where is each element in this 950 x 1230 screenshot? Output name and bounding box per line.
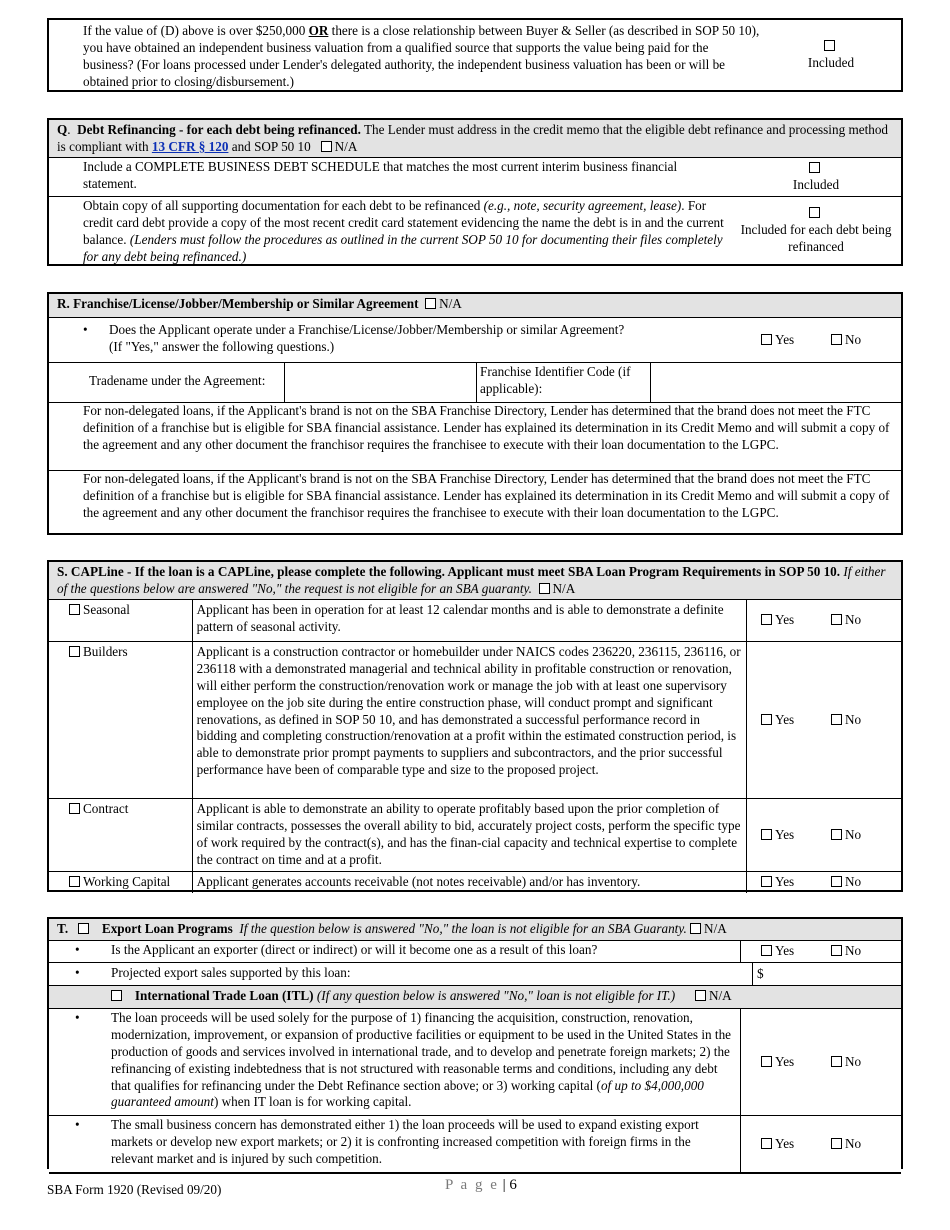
itl-competition-yes[interactable]: Yes [761,1136,831,1153]
itl-header: International Trade Loan (ITL) (If any question below is answered "No," loan is not eligible for IT.) N/A [49,986,901,1009]
itl-checkbox[interactable] [111,990,122,1001]
included-checkbox[interactable] [824,40,835,51]
valuation-included[interactable]: Included [761,20,901,90]
cfr-link[interactable]: 13 CFR § 120 [151,138,229,154]
capline-row-seasonal: Seasonal Applicant has been in operation for at least 12 calendar months and is able to demonstrate a definite pattern of seasonal activity. Yes No [49,600,901,642]
working-capital-checkbox[interactable] [69,876,80,887]
section-t-header: T. Export Loan Programs If the question below is answered "No," the loan is not eligible for an SBA Guaranty. N/A [49,919,901,941]
q-na-checkbox[interactable] [321,141,332,152]
tradename-input[interactable] [285,363,477,402]
export-sales-row: • Projected export sales supported by this loan: $ [49,963,901,986]
section-r-header: R. Franchise/License/Jobber/Membership or Similar Agreement N/A [49,294,901,318]
contract-no[interactable]: No [831,827,901,844]
export-sales-input[interactable]: $ [757,966,764,981]
t-na-checkbox[interactable] [690,923,701,934]
itl-na-checkbox[interactable] [695,990,706,1001]
section-t-block [47,917,903,1169]
itl-competition-row: • The small business concern has demonstrated either 1) the loan proceeds will be used to expand existing export markets or develop new export markets; or 2) it is confronting increased competition with foreign firms in the relevant market and is injured by such competition. Yes No [49,1116,901,1174]
section-r-block [47,292,903,535]
supporting-docs-row: Obtain copy of all supporting documentation for each debt to be refinanced (e.g., note, security agreement, lease). For credit card debt provide a copy of the most recent credit card statement evidencing the name the debt is in and the current balance. (Lenders must follow the procedures as outlined in the current SOP 50 10 for documenting their files completely for any debt being refinanced.) Included for each debt being refinanced [83,198,892,264]
capline-row-contract: Contract Applicant is able to demonstrate an ability to operate profitably based upon the prior completion of similar contracts, possesses the overall ability to bid, accurately project costs, perform the specific type of work required by the contract(s), and has the finan-cial capacity and technical expertise to complete the contract on time and at a profit. Yes No [49,799,901,872]
valuation-question: If the value of (D) above is over $250,000 OR there is a close relationship between Buyer & Seller (as described in SOP 50 10), you have obtained an independent business valuation from a qualified source that supports the value being paid for the business? (For loans processed under Lender's delegated authority, the independent business valuation has been or will be obtained prior to closing/disbursement.) [83,23,760,89]
non-delegated-para-2: For non-delegated loans, if the Applicant's brand is not on the SBA Franchise Directory, Lender has determined that the brand does not meet the FTC definition of a franchise but is eligible for SBA financial assistance. Lender has explained its determination in its Credit Memo and will submit a copy of the agreement and any other document the franchisor requires the franchisee to execute with their loan documentation to the LGPC. [83,471,890,520]
seasonal-checkbox[interactable] [69,604,80,615]
capline-row-working-capital: Working Capital Applicant generates accounts receivable (not notes receivable) and/or has inventory. Yes No [49,872,901,893]
debt-schedule-row: Include a COMPLETE BUSINESS DEBT SCHEDULE that matches the most current interim business financial statement. Included [49,158,901,197]
supporting-docs-checkbox[interactable] [809,207,820,218]
working-capital-no[interactable]: No [831,874,901,891]
export-loan-checkbox[interactable] [78,923,89,934]
builders-yes[interactable]: Yes [761,712,831,729]
itl-proceeds-no[interactable]: No [831,1054,901,1071]
section-q-block [47,118,903,266]
builders-checkbox[interactable] [69,646,80,657]
s-na-checkbox[interactable] [539,583,550,594]
builders-no[interactable]: No [831,712,901,729]
form-number: SBA Form 1920 (Revised 09/20) [47,1182,222,1197]
non-delegated-para-1: For non-delegated loans, if the Applicant's brand is not on the SBA Franchise Directory, Lender has determined that the brand does not meet the FTC definition of a franchise but is eligible for SBA financial assistance. Lender has explained its determination in its Credit Memo and will submit a copy of the agreement and any other document the franchisor requires the franchisee to execute with their loan documentation to the LGPC. [49,403,901,471]
seasonal-no[interactable]: No [831,612,901,629]
r-na-checkbox[interactable] [425,298,436,309]
page-number: P a g e | 6 [445,1177,517,1193]
exporter-question-row: • Is the Applicant an exporter (direct or indirect) or will it become one as a result of this loan? Yes No [49,941,901,963]
section-p-block [47,18,903,92]
itl-proceeds-yes[interactable]: Yes [761,1054,831,1071]
debt-schedule-checkbox[interactable] [809,162,820,173]
franchise-no[interactable]: No [831,332,901,349]
seasonal-yes[interactable]: Yes [761,612,831,629]
franchise-code-input[interactable] [651,363,901,402]
working-capital-yes[interactable]: Yes [761,874,831,891]
franchise-question-row: • Does the Applicant operate under a Franchise/License/Jobber/Membership or similar Agreement? (If "Yes," answer the following questions.) Yes No [49,318,901,363]
tradename-row: Tradename under the Agreement: Franchise Identifier Code (if applicable): [49,363,901,403]
section-s-block [47,560,903,892]
section-s-header: S. CAPLine - If the loan is a CAPLine, please complete the following. Applicant must meet SBA Loan Program Requirements in SOP 50 10. If either of the questions below are answered "No," the request is not eligible for an SBA guaranty. N/A [49,562,901,600]
section-q-header: Q. Debt Refinancing - for each debt being refinanced. The Lender must address in the credit memo that the eligible debt refinance and processing method is compliant with 13 CFR § 120 and SOP 50 10 N/A [49,120,901,158]
contract-checkbox[interactable] [69,803,80,814]
contract-yes[interactable]: Yes [761,827,831,844]
itl-proceeds-row: • The loan proceeds will be used solely for the purpose of 1) financing the acquisition, construction, renovation, modernization, improvement, or expansion of productive facilities or equipment to be used in the United States in the production of goods and services involved in international trade, and to develop and penetrate foreign markets; 2) the refinancing of existing indebtedness that is not structured with reasonable terms and conditions, including any debt that qualifies for refinancing under the Debt Refinance section above; or 3) working capital (of up to $4,000,000 guaranteed amount) when IT loan is for working capital. Yes No [49,1009,901,1116]
exporter-yes[interactable]: Yes [761,943,831,960]
capline-row-builders: Builders Applicant is a construction contractor or homebuilder under NAICS codes 236220, 236115, 236116, or 236118 with a demonstrated managerial and technical ability in profitable construction or renovation, will either perform the construction/renovation work or manage the job with at least one supervisory employee on the job site during the entire construction phase, will conduct prompt and significant renovations, as defined in SOP 50 10, and has demonstrated a successful performance record in bidding and completing construction/renovation at a profit within the estimated construction period, is able to demonstrate prior prompt payments to suppliers and subcontractors, and the prior successful performance have been of comparable type and size to the proposed project. Yes No [49,642,901,799]
franchise-yes[interactable]: Yes [761,332,831,349]
itl-competition-no[interactable]: No [831,1136,901,1153]
exporter-no[interactable]: No [831,943,901,960]
